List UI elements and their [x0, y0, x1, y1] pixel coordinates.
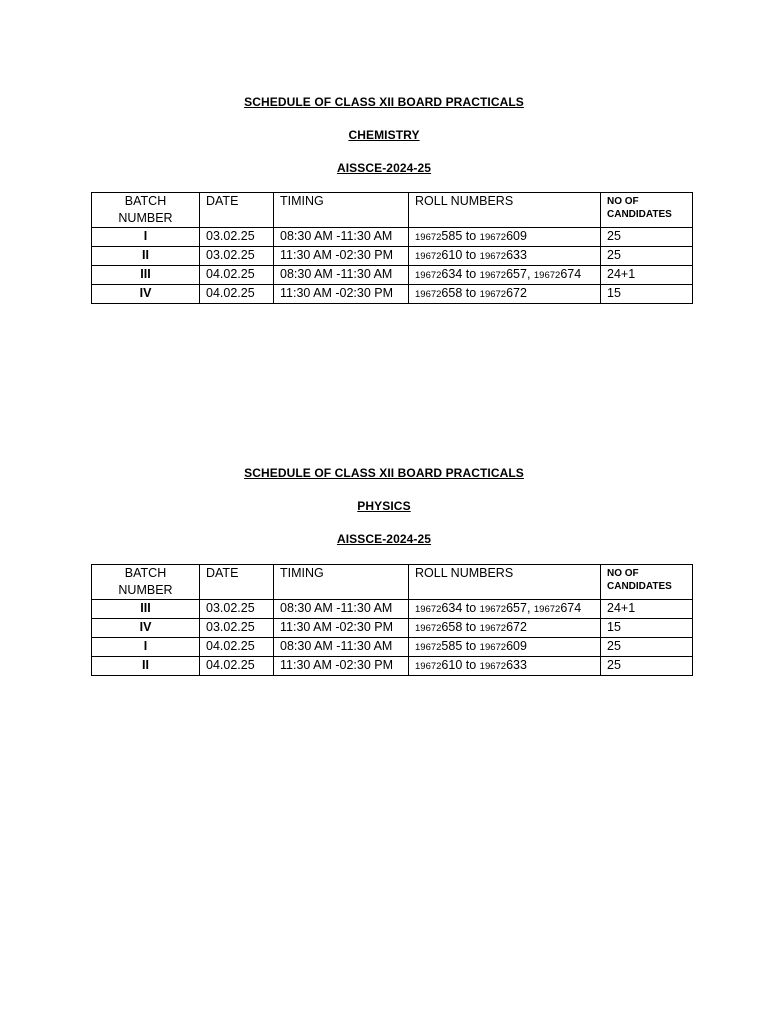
- cell-batch: I: [92, 638, 200, 657]
- chemistry-session: AISSCE-2024-25: [336, 161, 432, 175]
- cell-date: 04.02.25: [200, 285, 274, 304]
- table-row: [92, 247, 693, 266]
- cell-batch: II: [92, 657, 200, 676]
- header-roll-numbers: ROLL NUMBERS: [409, 193, 601, 228]
- cell-candidates: 24+1: [601, 266, 693, 285]
- cell-candidates: 15: [601, 285, 693, 304]
- cell-timing: 08:30 AM -11:30 AM: [274, 600, 409, 619]
- cell-timing: 08:30 AM -11:30 AM: [274, 638, 409, 657]
- header-batch-number: BATCH NUMBER: [92, 193, 200, 228]
- table-row: [92, 619, 693, 638]
- header-roll-numbers: ROLL NUMBERS: [409, 565, 601, 600]
- cell-date: 04.02.25: [200, 638, 274, 657]
- header-date: DATE: [200, 193, 274, 228]
- cell-date: 04.02.25: [200, 657, 274, 676]
- cell-date: 03.02.25: [200, 228, 274, 247]
- cell-date: 04.02.25: [200, 266, 274, 285]
- cell-roll-numbers: 19672585 to 19672609: [409, 638, 601, 657]
- table-row: [92, 266, 693, 285]
- cell-candidates: 25: [601, 638, 693, 657]
- cell-timing: 08:30 AM -11:30 AM: [274, 228, 409, 247]
- table-row: [92, 285, 693, 304]
- physics-session: AISSCE-2024-25: [336, 532, 432, 546]
- cell-candidates: 24+1: [601, 600, 693, 619]
- cell-roll-numbers: 19672658 to 19672672: [409, 619, 601, 638]
- cell-roll-numbers: 19672585 to 19672609: [409, 228, 601, 247]
- cell-timing: 11:30 AM -02:30 PM: [274, 247, 409, 266]
- cell-timing: 11:30 AM -02:30 PM: [274, 657, 409, 676]
- physics-subject: PHYSICS: [357, 499, 411, 513]
- physics-title: SCHEDULE OF CLASS XII BOARD PRACTICALS: [244, 466, 524, 480]
- table-row: [92, 600, 693, 619]
- header-timing: TIMING: [274, 193, 409, 228]
- cell-date: 03.02.25: [200, 600, 274, 619]
- cell-roll-numbers: 19672634 to 19672657, 19672674: [409, 600, 601, 619]
- cell-roll-numbers: 19672634 to 19672657, 19672674: [409, 266, 601, 285]
- cell-batch: III: [92, 600, 200, 619]
- header-no-of-candidates: NO OF CANDIDATES: [601, 193, 693, 228]
- table-row: [92, 657, 693, 676]
- table-header-row: [92, 193, 693, 228]
- table-row: [92, 228, 693, 247]
- cell-batch: IV: [92, 619, 200, 638]
- header-no-of-candidates: NO OF CANDIDATES: [601, 565, 693, 600]
- table-row: [92, 638, 693, 657]
- header-timing: TIMING: [274, 565, 409, 600]
- cell-timing: 11:30 AM -02:30 PM: [274, 285, 409, 304]
- cell-roll-numbers: 19672610 to 19672633: [409, 657, 601, 676]
- cell-roll-numbers: 19672658 to 19672672: [409, 285, 601, 304]
- cell-timing: 08:30 AM -11:30 AM: [274, 266, 409, 285]
- cell-batch: II: [92, 247, 200, 266]
- header-date: DATE: [200, 565, 274, 600]
- physics-schedule-table: [91, 564, 693, 676]
- chemistry-title: SCHEDULE OF CLASS XII BOARD PRACTICALS: [244, 95, 524, 109]
- cell-roll-numbers: 19672610 to 19672633: [409, 247, 601, 266]
- cell-date: 03.02.25: [200, 247, 274, 266]
- cell-date: 03.02.25: [200, 619, 274, 638]
- cell-batch: IV: [92, 285, 200, 304]
- cell-candidates: 15: [601, 619, 693, 638]
- cell-batch: III: [92, 266, 200, 285]
- cell-candidates: 25: [601, 228, 693, 247]
- cell-batch: I: [92, 228, 200, 247]
- table-header-row: [92, 565, 693, 600]
- header-batch-number: BATCH NUMBER: [92, 565, 200, 600]
- chemistry-schedule-table: [91, 192, 693, 304]
- cell-candidates: 25: [601, 657, 693, 676]
- cell-candidates: 25: [601, 247, 693, 266]
- chemistry-subject: CHEMISTRY: [348, 128, 420, 142]
- cell-timing: 11:30 AM -02:30 PM: [274, 619, 409, 638]
